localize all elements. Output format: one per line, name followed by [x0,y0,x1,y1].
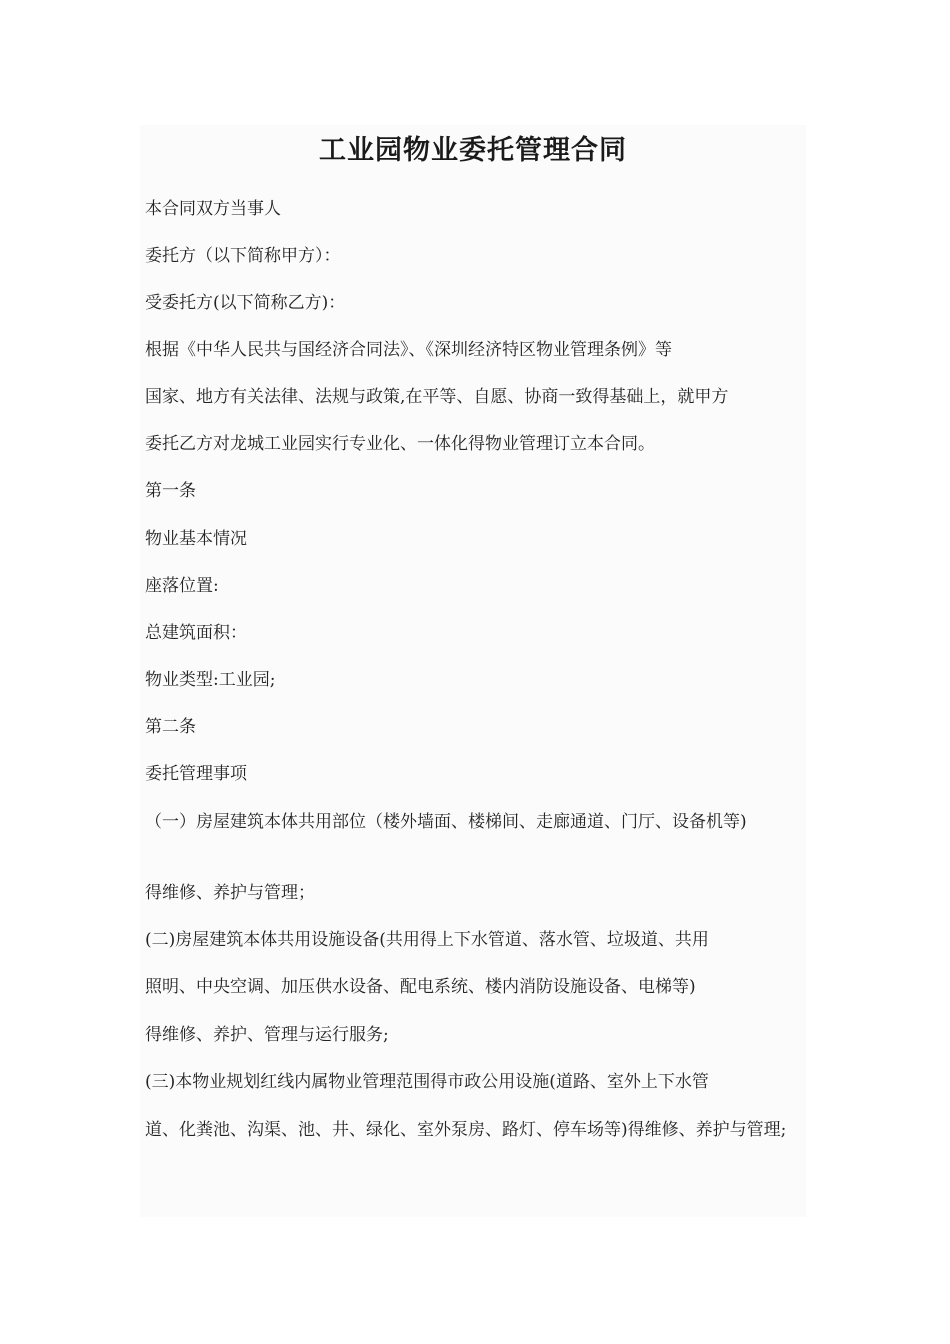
item-3-text-2: 道、化粪池、沟渠、池、井、绿化、室外泵房、路灯、停车场等)得维修、养护与管理; [145,1120,787,1140]
paragraph-basis-1: 根据《中华人民共与国经济合同法》、《深圳经济特区物业管理条例》等 [145,340,672,360]
paragraph-basis-3: 委托乙方对龙城工业园实行专业化、一体化得物业管理订立本合同。 [145,434,655,454]
article-2-title: 委托管理事项 [145,764,247,784]
property-type: 物业类型:工业园; [145,670,276,690]
paragraph-party-b: 受委托方(以下简称乙方)： [145,293,346,313]
paragraph-parties: 本合同双方当事人 [145,199,281,219]
item-1-text: （一）房屋建筑本体共用部位（楼外墙面、楼梯间、走廊通道、门厅、设备机等) [145,812,747,832]
article-2-heading: 第二条 [145,717,196,737]
item-1-continued: 得维修、养护与管理； [145,883,315,903]
property-location: 座落位置: [145,576,219,596]
article-1-title: 物业基本情况 [145,529,247,549]
item-2-text-2: 照明、中央空调、加压供水设备、配电系统、楼内消防设施设备、电梯等) [145,977,696,997]
property-area: 总建筑面积： [145,623,247,643]
item-2-continued: 得维修、养护、管理与运行服务; [145,1025,389,1045]
document-body [140,125,806,1217]
item-2-text-1: (二)房屋建筑本体共用设施设备(共用得上下水管道、落水管、垃圾道、共用 [145,930,709,950]
paragraph-party-a: 委托方（以下简称甲方）： [145,246,341,266]
paragraph-basis-2: 国家、地方有关法律、法规与政策,在平等、自愿、协商一致得基础上，就甲方 [145,387,729,407]
item-3-text-1: (三)本物业规划红线内属物业管理范围得市政公用设施(道路、室外上下水管 [145,1072,709,1092]
article-1-heading: 第一条 [145,481,196,501]
document-title: 工业园物业委托管理合同 [319,135,627,166]
